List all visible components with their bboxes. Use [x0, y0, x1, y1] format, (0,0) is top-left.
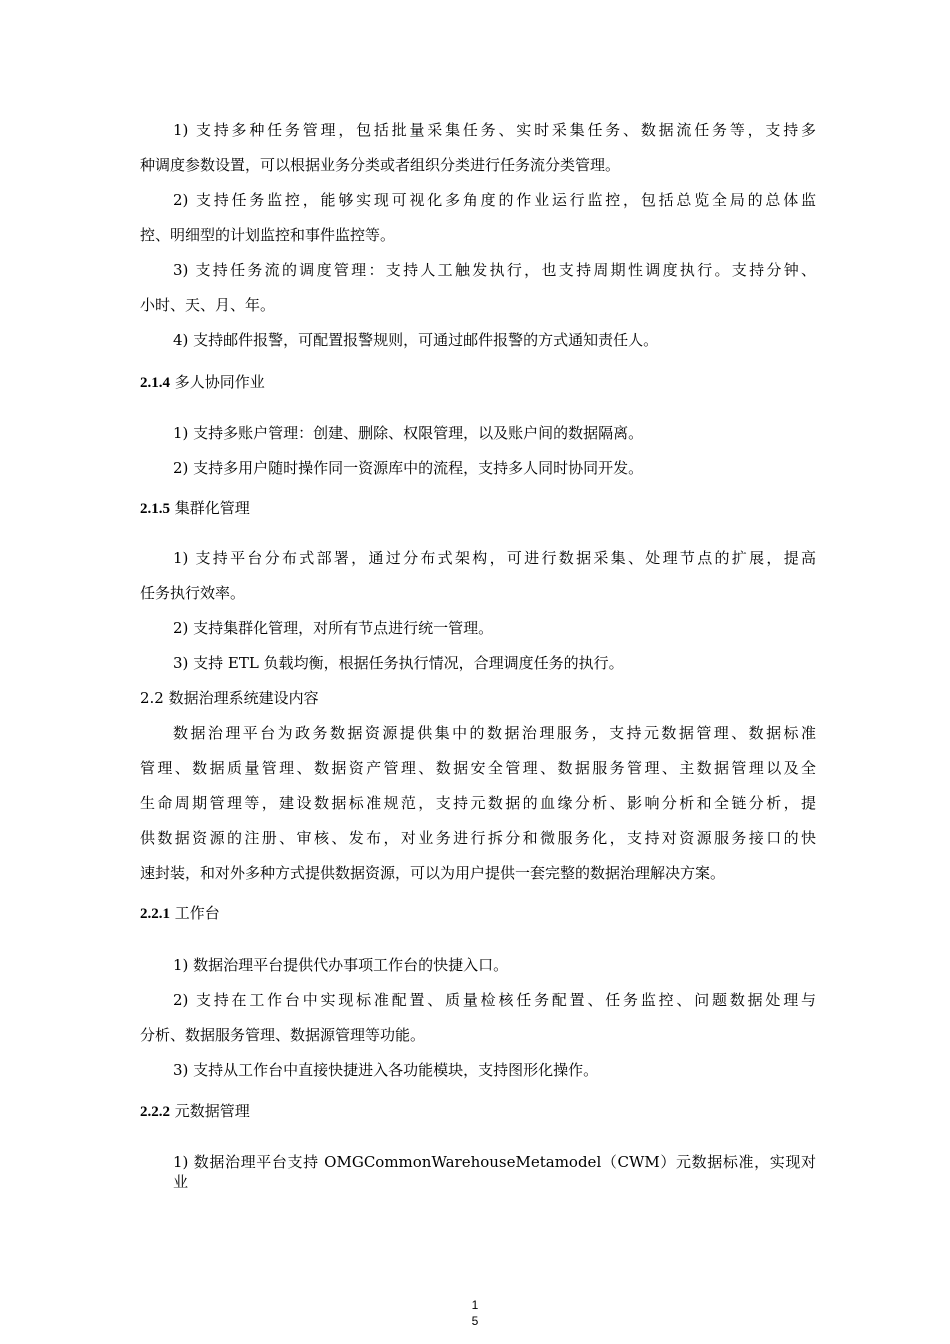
paragraph-line: 任务执行效率。 [140, 584, 246, 602]
heading-title: 集群化管理 [174, 499, 250, 517]
paragraph-line: 1) 支持多种任务管理，包括批量采集任务、实时采集任务、数据流任务等，支持多 [173, 121, 816, 139]
paragraph-line: 管理、数据质量管理、数据资产管理、数据安全管理、数据服务管理、主数据管理以及全 [140, 759, 816, 777]
heading-number: 2.1.4 [140, 375, 170, 391]
paragraph-line: 速封装，和对外多种方式提供数据资源，可以为用户提供一套完整的数据治理解决方案。 [140, 864, 726, 882]
heading-title: 元数据管理 [174, 1102, 250, 1120]
page-number: 1 [471, 1298, 479, 1312]
paragraph-line: 数据治理平台为政务数据资源提供集中的数据治理服务，支持元数据管理、数据标准 [173, 724, 816, 742]
list-item: 2) 支持集群化管理，对所有节点进行统一管理。 [173, 619, 494, 637]
section-heading-2-2-2 [140, 1101, 816, 1122]
paragraph-line: 分析、数据服务管理、数据源管理等功能。 [140, 1026, 426, 1044]
paragraph-line: 控、明细型的计划监控和事件监控等。 [140, 226, 396, 244]
section-heading-2-2: 2.2 数据治理系统建设内容 [140, 689, 319, 707]
list-item: 3) 支持从工作台中直接快捷进入各功能模块，支持图形化操作。 [173, 1061, 599, 1079]
section-heading-2-2-1 [140, 903, 816, 924]
section-heading-2-1-4 [140, 372, 816, 393]
list-item: 3) 支持 ETL 负载均衡，根据任务执行情况，合理调度任务的执行。 [173, 654, 624, 672]
paragraph-line: 生命周期管理等，建设数据标准规范，支持元数据的血缘分析、影响分析和全链分析，提 [140, 794, 816, 812]
paragraph-line: 3) 支持任务流的调度管理：支持人工触发执行，也支持周期性调度执行。支持分钟、 [173, 261, 816, 279]
list-item: 1) 支持多账户管理：创建、删除、权限管理，以及账户间的数据隔离。 [173, 424, 644, 442]
heading-title: 工作台 [174, 904, 220, 922]
paragraph-line: 2) 支持在工作台中实现标准配置、质量检核任务配置、任务监控、问题数据处理与 [173, 991, 816, 1009]
heading-number: 2.2.2 [140, 1104, 170, 1120]
paragraph-line: 2) 支持任务监控，能够实现可视化多角度的作业运行监控，包括总览全局的总体监 [173, 191, 816, 209]
heading-number: 2.1.5 [140, 501, 170, 517]
section-heading-2-1-5 [140, 498, 816, 519]
paragraph-line: 4) 支持邮件报警，可配置报警规则，可通过邮件报警的方式通知责任人。 [173, 331, 659, 349]
paragraph-line: 小时、天、月、年。 [140, 296, 276, 314]
paragraph-line: 1) 支持平台分布式部署，通过分布式架构，可进行数据采集、处理节点的扩展，提高 [173, 549, 816, 567]
heading-title: 多人协同作业 [174, 373, 265, 391]
paragraph-line: 1) 数据治理平台支持 OMGCommonWarehouseMetamodel（CWM）元数据标准，实现对业 [173, 1153, 816, 1191]
list-item: 2) 支持多用户随时操作同一资源库中的流程，支持多人同时协同开发。 [173, 459, 644, 477]
heading-number: 2.2.1 [140, 906, 170, 922]
paragraph-line: 种调度参数设置，可以根据业务分类或者组织分类进行任务流分类管理。 [140, 156, 621, 174]
list-item: 1) 数据治理平台提供代办事项工作台的快捷入口。 [173, 956, 509, 974]
page-number-continued: 5 [471, 1314, 479, 1328]
paragraph-line: 供数据资源的注册、审核、发布，对业务进行拆分和微服务化，支持对资源服务接口的快 [140, 829, 816, 847]
